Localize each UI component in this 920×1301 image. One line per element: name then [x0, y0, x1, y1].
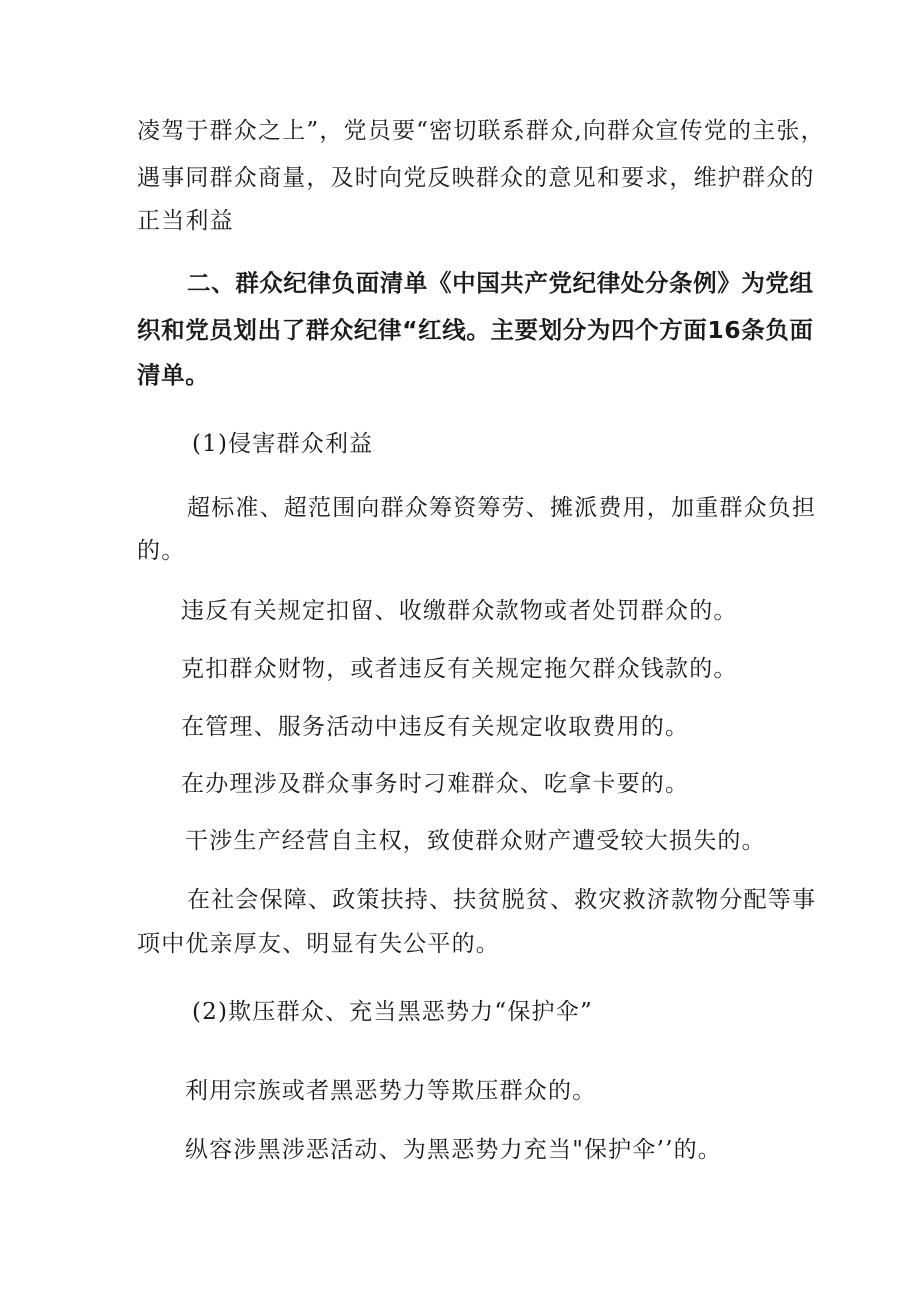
text-line: 的。 — [137, 538, 186, 564]
subsection-title: (2)欺压群众、充当黑恶势力“保护伞” — [192, 999, 593, 1025]
text-line: 项中优亲厚友、明显有失公平的。 — [137, 931, 500, 957]
text-line: 纵容涉黑涉恶活动、为黑恶势力充当"保护伞’’的。 — [185, 1137, 723, 1163]
subsection-title: (1)侵害群众利益 — [192, 431, 374, 457]
heading-line: 二、群众纪律负面清单《中国共产党纪律处分条例》为党组 — [187, 269, 814, 297]
text-line: 正当利益 — [137, 208, 234, 234]
text-line: 在管理、服务活动中违反有关规定收取费用的。 — [181, 714, 690, 740]
text-line: 凌驾于群众之上”，党员要“密切联系群众,向群众宣传党的主张， — [137, 118, 825, 144]
heading-line: 清单。 — [137, 361, 210, 389]
text-line: 克扣群众财物，或者违反有关规定拖欠群众钱款的。 — [181, 656, 738, 682]
text-line: 在社会保障、政策扶持、扶贫脱贫、救灾救济款物分配等事 — [187, 887, 817, 913]
text-line: 干涉生产经营自主权，致使群众财产遭受较大损失的。 — [185, 828, 766, 854]
text-line: 利用宗族或者黑恶势力等欺压群众的。 — [185, 1078, 597, 1104]
text-line: 超标准、超范围向群众筹资筹劳、摊派费用，加重群众负担 — [187, 495, 817, 521]
text-line: 违反有关规定扣留、收缴群众款物或者处罚群众的。 — [181, 598, 738, 624]
text-line: 在办理涉及群众事务时刁难群众、吃拿卡要的。 — [181, 771, 690, 797]
heading-line: 织和党员划出了群众纪律“红线。主要划分为四个方面16条负面 — [137, 316, 814, 344]
text-line: 遇事同群众商量，及时向党反映群众的意见和要求，维护群众的 — [137, 165, 815, 191]
